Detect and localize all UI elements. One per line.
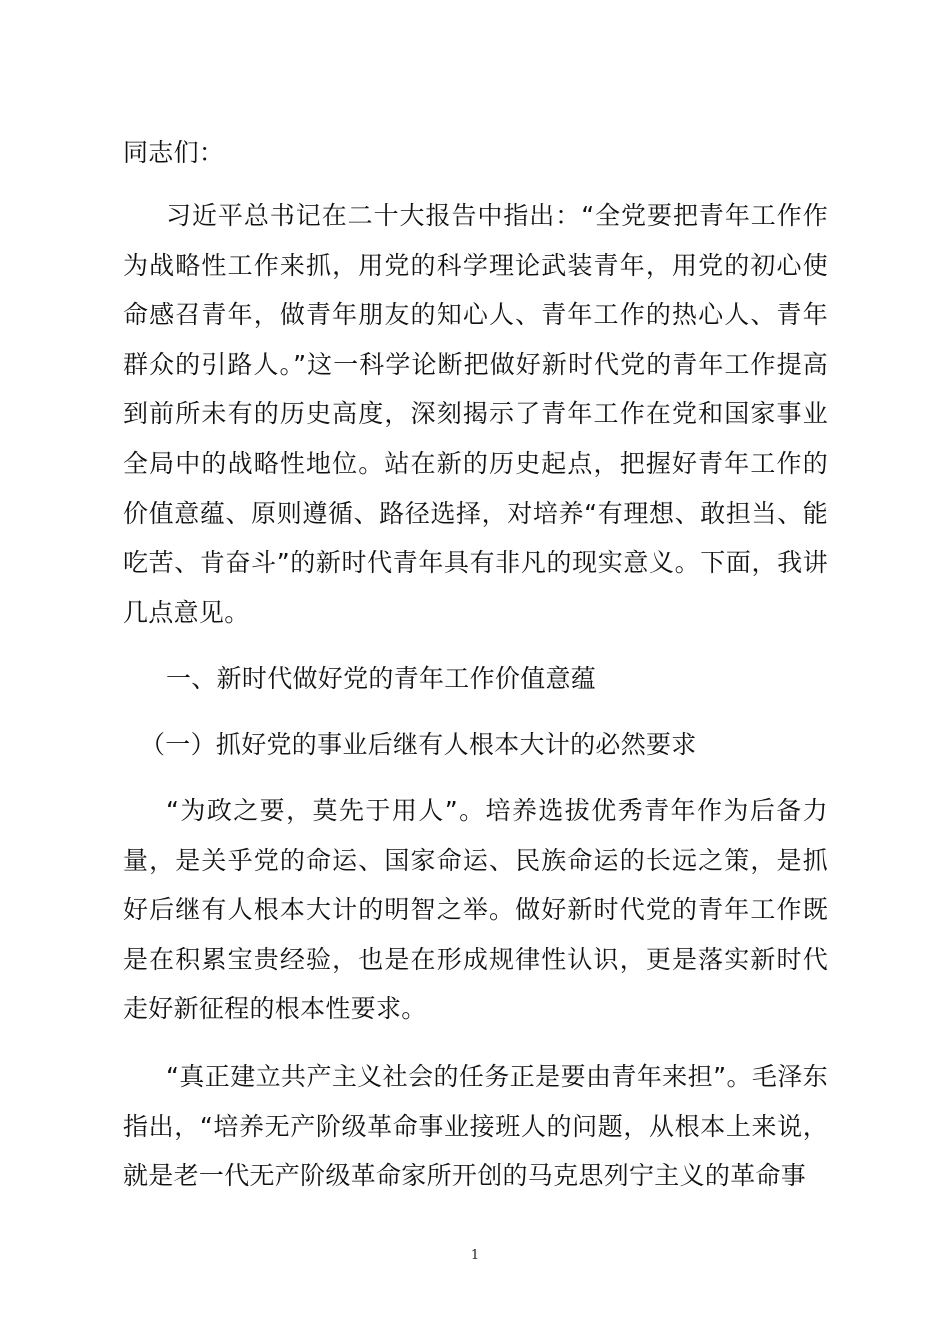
section-heading-1: 一、新时代做好党的青年工作价值意蕴 bbox=[166, 664, 597, 693]
page-number: 1 bbox=[470, 1248, 480, 1263]
paragraph-intro: 习近平总书记在二十大报告中指出：“全党要把青年工作作为战略性工作来抓，用党的科学理论武装青年，用党的初心使命感召青年，做青年朋友的知心人、青年工作的热心人、青年群众的引路人。”这一科学论断把做好新时代党的青年工作提高到前所未有的历史高度，深刻揭示了青年工作在党和国家事业全局中的战略性地位。站在新的历史起点，把握好青年工作的价值意蕴、原则遵循、路径选择，对培养“有理想、敢担当、能吃苦、肯奋斗”的新时代青年具有非凡的现实意义。下面，我讲几点意见。 bbox=[123, 201, 828, 627]
subsection-heading-1: （一）抓好党的事业后继有人根本大计的必然要求 bbox=[140, 730, 697, 759]
paragraph-youth-task: “真正建立共产主义社会的任务正是要由青年来担”。毛泽东指出，“培养无产阶级革命事业接班人的问题，从根本上来说，就是老一代无产阶级革命家所开创的马克思列宁主义的革命事 bbox=[123, 1062, 828, 1191]
salutation: 同志们： bbox=[123, 138, 225, 167]
paragraph-talent: “为政之要，莫先于用人”。培养选拔优秀青年作为后备力量，是关乎党的命运、国家命运、民族命运的长远之策，是抓好后继有人根本大计的明智之举。做好新时代党的青年工作既是在积累宝贵经验，也是在形成规律性认识，更是落实新时代走好新征程的根本性要求。 bbox=[123, 796, 828, 1024]
